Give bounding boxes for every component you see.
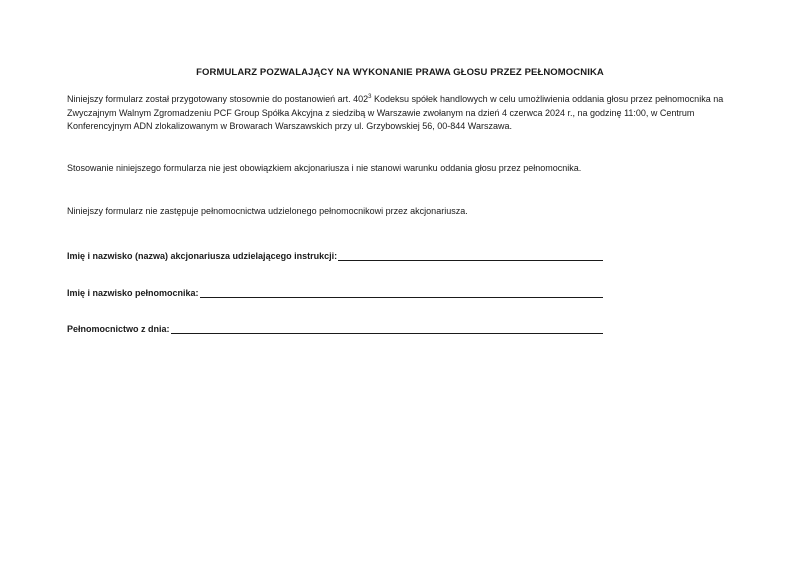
proxy-date-field[interactable] <box>67 320 603 334</box>
proxy-name-label: Imię i nazwisko pełnomocnika: <box>67 288 199 298</box>
intro-text-end: Kodeksu spółek handlowych w celu umożliwienia oddania głosu przez pełnomocnika na Zwyczajnym Walnym Zgromadzeniu PCF Group Spółka Akcyjna z siedzibą w Warszawie zwołanym na dzień 4 czerwca 2024 r., na godzinę 11:00, w Centrum Konferencyjnym ADN zlokalizowanym w Browarach Warszawskich przy ul. Grzybowskiej 56, 00-844 Warszawa. <box>67 94 724 131</box>
shareholder-name-field[interactable] <box>67 247 603 261</box>
optional-form-notice: Stosowanie niniejszego formularza nie jest obowiązkiem akcjonariusza i nie stanowi warunku oddania głosu przez pełnomocnika. <box>67 163 582 173</box>
proxy-not-replaced-notice: Niniejszy formularz nie zastępuje pełnomocnictwa udzielonego pełnomocnikowi przez akcjonariusza. <box>67 206 468 216</box>
proxy-name-field[interactable] <box>67 284 603 298</box>
intro-text-start: Niniejszy formularz został przygotowany stosownie do postanowień art. 402 <box>67 94 369 104</box>
proxy-date-label: Pełnomocnictwo z dnia: <box>67 324 170 334</box>
proxy-date-input-line[interactable] <box>171 323 603 334</box>
document-title: FORMULARZ POZWALAJĄCY NA WYKONANIE PRAWA GŁOSU PRZEZ PEŁNOMOCNIKA <box>196 67 604 78</box>
article-superscript: 3 <box>368 94 372 100</box>
shareholder-name-input-line[interactable] <box>338 250 603 261</box>
shareholder-name-label: Imię i nazwisko (nazwa) akcjonariusza udzielającego instrukcji: <box>67 251 338 261</box>
proxy-name-input-line[interactable] <box>200 287 603 298</box>
intro-paragraph <box>67 93 735 134</box>
